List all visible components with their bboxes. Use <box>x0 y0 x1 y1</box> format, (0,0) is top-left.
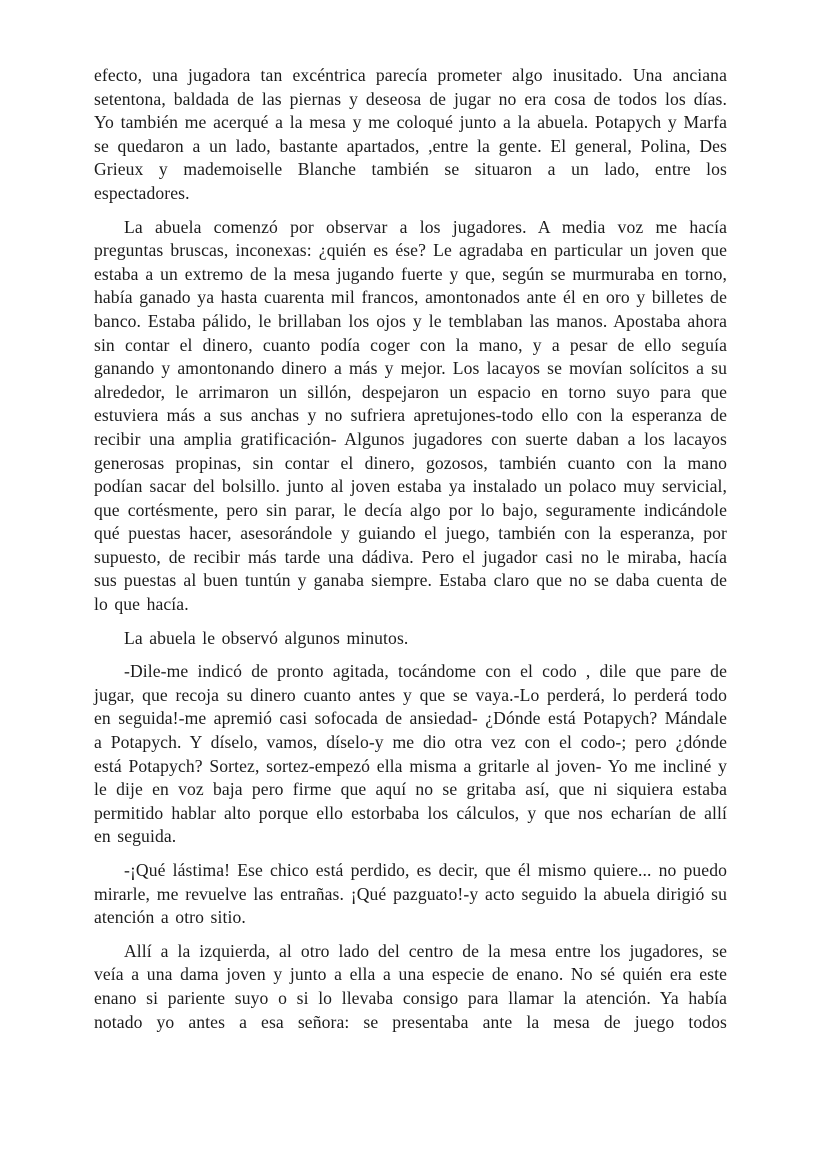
paragraph: -Dile-me indicó de pronto agitada, tocándome con el codo , dile que pare de jugar, que recoja su dinero cuanto antes y que se vaya.-Lo perderá, lo perderá todo en seguida!-me apremió casi sofocada de ansiedad- ¿Dónde está Potapych? Mándale a Potapych. Y díselo, vamos, díselo-y me dio otra vez con el codo-; pero ¿dónde está Potapych? Sortez, sortez-empezó ella misma a gritarle al joven- Yo me incliné y le dije en voz baja pero firme que aquí no se gritaba así, que ni siquiera estaba permitido hablar alto porque ello estorbaba los cálculos, y que nos echarían de allí en seguida. <box>94 661 727 847</box>
paragraph: La abuela comenzó por observar a los jugadores. A media voz me hacía preguntas bruscas, inconexas: ¿quién es ése? Le agradaba en particular un joven que estaba a un extremo de la mesa jugando fuerte y que, según se murmuraba en torno, había ganado ya hasta cuarenta mil francos, amontonados ante él en oro y billetes de banco. Estaba pálido, le brillaban los ojos y le temblaban las manos. Apostaba ahora sin contar el dinero, cuanto podía coger con la mano, y a pesar de ello seguía ganando y amontonando dinero a más y mejor. Los lacayos se movían solícitos a su alrededor, le arrimaron un sillón, despejaron un espacio en torno suyo para que estuviera más a sus anchas y no sufriera apretujones-todo ello con la esperanza de recibir una amplia gratificación- Algunos jugadores con suerte daban a los lacayos generosas propinas, sin contar el dinero, gozosos, también cuanto con la mano podían sacar del bolsillo. junto al joven estaba ya instalado un polaco muy servicial, que cortésmente, pero sin parar, le decía algo por lo bajo, seguramente indicándole qué puestas hacer, asesorándole y guiando el juego, también con la esperanza, por supuesto, de recibir más tarde una dádiva. Pero el jugador casi no le miraba, hacía sus puestas al buen tuntún y ganaba siempre. Estaba claro que no se daba cuenta de lo que hacía. <box>94 216 727 615</box>
paragraph: -¡Qué lástima! Ese chico está perdido, es decir, que él mismo quiere... no puedo mirarle, me revuelve las entrañas. ¡Qué pazguato!-y acto seguido la abuela dirigió su atención a otro sitio. <box>94 860 727 928</box>
paragraph: Allí a la izquierda, al otro lado del centro de la mesa entre los jugadores, se veía a una dama joven y junto a ella a una especie de enano. No sé quién era este enano si pariente suyo o si lo llevaba consigo para llamar la atención. Ya había notado yo antes a esa señora: se presentaba ante la mesa de juego todos <box>94 940 727 1032</box>
paragraph: efecto, una jugadora tan excéntrica parecía prometer algo inusitado. Una anciana setentona, baldada de las piernas y deseosa de jugar no era cosa de todos los días. Yo también me acerqué a la mesa y me coloqué junto a la abuela. Potapych y Marfa se quedaron a un lado, bastante apartados, ,entre la gente. El general, Polina, Des Grieux y mademoiselle Blanche también se situaron a un lado, entre los espectadores. <box>94 65 727 203</box>
document-page <box>94 64 727 1034</box>
paragraph: La abuela le observó algunos minutos. <box>124 627 409 648</box>
